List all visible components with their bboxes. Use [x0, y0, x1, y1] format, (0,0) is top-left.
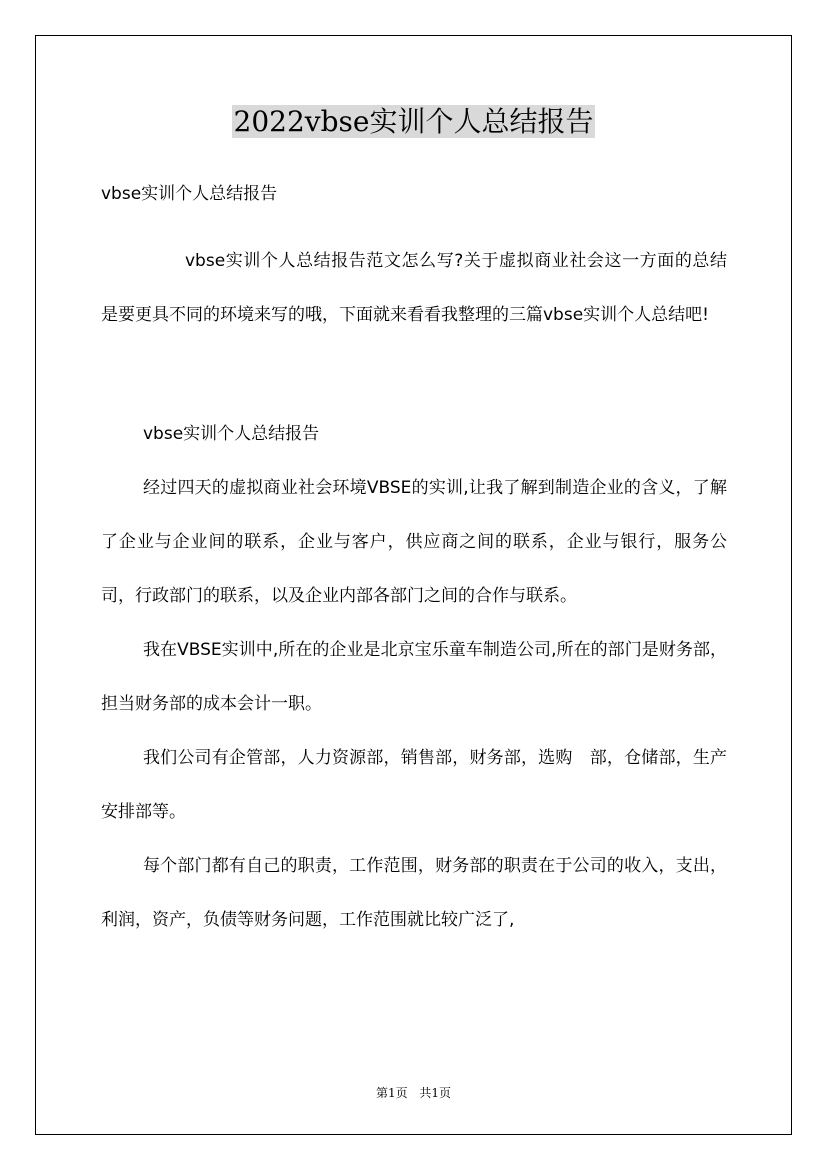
section-heading: vbse实训个人总结报告: [143, 424, 320, 444]
body-paragraph: 我在VBSE实训中,所在的企业是北京宝乐童车制造公司,所在的部门是财务部，担当财务部的成本会计一职。: [101, 640, 727, 714]
document-subtitle: vbse实训个人总结报告: [101, 184, 278, 204]
body-paragraph: 我们公司有企管部，人力资源部，销售部，财务部，选购 部，仓储部，生产安排部等。: [101, 748, 727, 822]
total-pages: 共1页: [419, 1086, 452, 1100]
page-footer: [0, 1084, 827, 1101]
document-title: 2022vbse实训个人总结报告: [233, 105, 594, 138]
page-number: 第1页: [375, 1086, 408, 1100]
intro-paragraph: vbse实训个人总结报告范文怎么写?关于虚拟商业社会这一方面的总结是要更具不同的环境来写的哦，下面就来看看我整理的三篇vbse实训个人总结吧!: [101, 251, 727, 325]
body-paragraph: 每个部门都有自己的职责，工作范围，财务部的职责在于公司的收入，支出，利润，资产，负债等财务问题，工作范围就比较广泛了,: [101, 856, 727, 930]
body-paragraph: 经过四天的虚拟商业社会环境VBSE的实训,让我了解到制造企业的含义，了解了企业与企业间的联系，企业与客户，供应商之间的联系，企业与银行，服务公司，行政部门的联系，以及企业内部各部门之间的合作与联系。: [101, 478, 727, 606]
document-title-container: [0, 100, 827, 144]
document-body: [101, 174, 727, 947]
